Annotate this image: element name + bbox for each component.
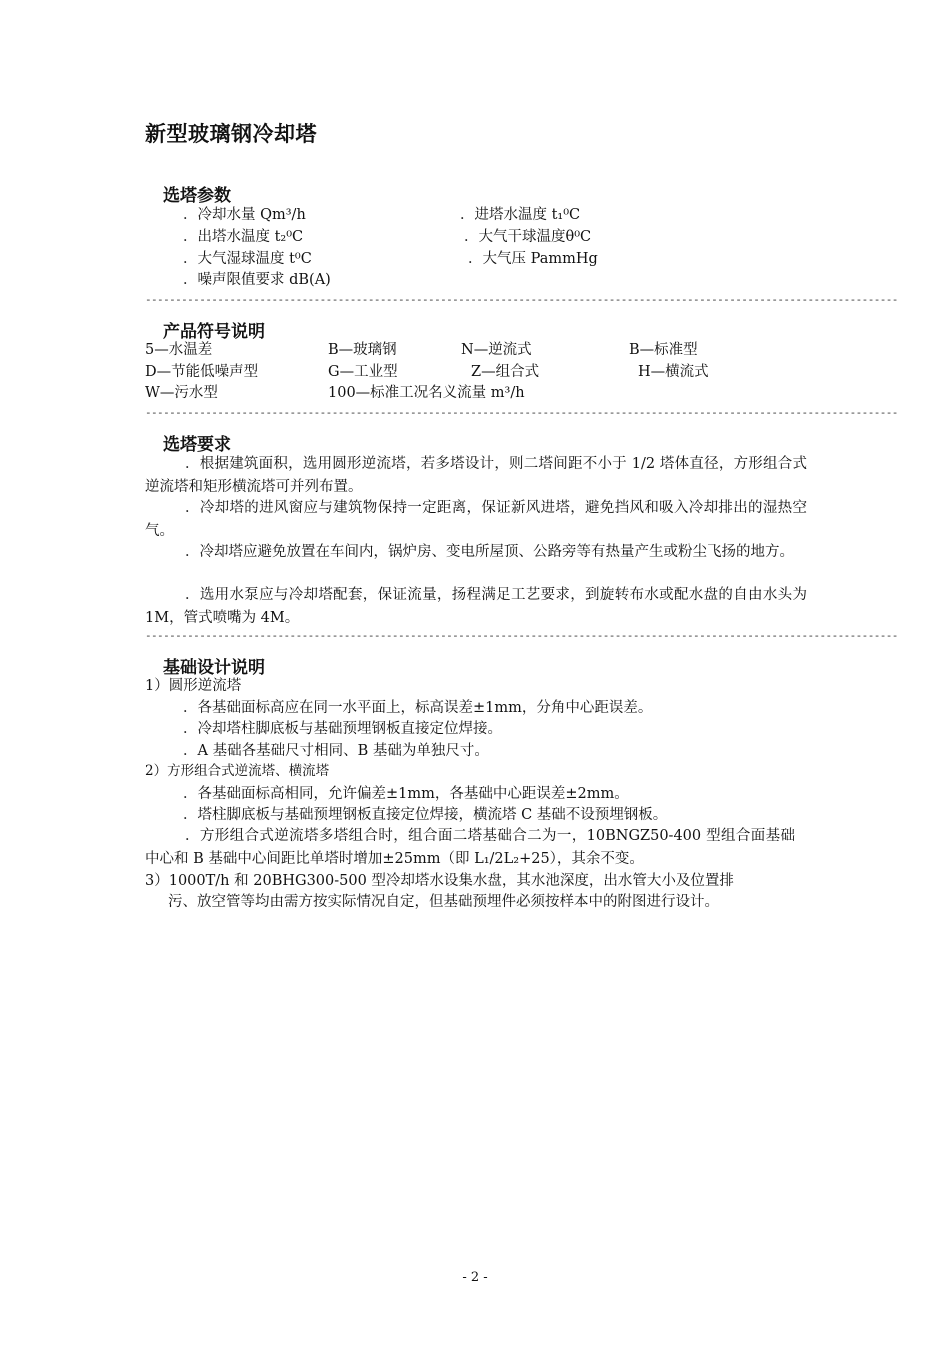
section-heading-requirements: 选塔要求 (163, 435, 231, 455)
foundation-item: ．各基础面标高应在同一水平面上，标高误差±1mm，分角中心距误差。 (183, 700, 653, 716)
page-title: 新型玻璃钢冷却塔 (145, 122, 317, 146)
foundation-paragraph: ．方形组合式逆流塔多塔组合时，组合面二塔基础合二为一，10BNGZ50-400 型组合面基础中心和 B 基础中心间距比单塔时增加±25mm（即 L₁/2L₂+25），其余不变。 (145, 828, 795, 867)
symbol-item: D—节能低噪声型 (145, 364, 259, 380)
symbol-item: 100—标准工况名义流量 m³/h (328, 385, 525, 401)
subheading-square-tower: 2）方形组合式逆流塔、横流塔 (145, 763, 330, 779)
param-item: ．大气压 PammHg (468, 251, 598, 267)
requirement-paragraph: ．根据建筑面积，选用圆形逆流塔，若多塔设计，则二塔间距不小于 1/2 塔体直径，方形组合式逆流塔和矩形横流塔可并列布置。 (145, 456, 807, 495)
foundation-note-line: 3）1000T/h 和 20BHG300-500 型冷却塔水设集水盘，其水池深度，出水管大小及位置排 (145, 873, 734, 889)
page-number: - 2 - (462, 1270, 488, 1285)
subheading-round-tower: 1）圆形逆流塔 (145, 678, 242, 694)
section-heading-foundation: 基础设计说明 (163, 658, 265, 678)
section-heading-symbols: 产品符号说明 (163, 322, 265, 342)
param-item: ．噪声限值要求 dB(A) (183, 272, 331, 288)
foundation-item: ．A 基础各基础尺寸相同、B 基础为单独尺寸。 (183, 743, 489, 759)
symbol-item: G—工业型 (328, 364, 398, 380)
separator-line: ----------------------------------------------------------------------------------------------------------------------------- (145, 406, 898, 419)
symbol-item: W—污水型 (145, 385, 218, 401)
symbol-item: B—标准型 (629, 342, 698, 358)
param-item: ．进塔水温度 t₁⁰C (460, 207, 581, 223)
symbol-item: H—横流式 (638, 364, 709, 380)
requirement-paragraph: ．选用水泵应与冷却塔配套，保证流量，扬程满足工艺要求，到旋转布水或配水盘的自由水头为 1M，管式喷嘴为 4M。 (145, 587, 807, 626)
separator-line: ----------------------------------------------------------------------------------------------------------------------------- (145, 629, 898, 642)
symbol-item: N—逆流式 (461, 342, 532, 358)
foundation-item: ．冷却塔柱脚底板与基础预埋钢板直接定位焊接。 (183, 721, 502, 737)
param-item: ．大气干球温度θ⁰C (464, 229, 592, 245)
requirement-paragraph: ．冷却塔的进风窗应与建筑物保持一定距离，保证新风进塔，避免挡风和吸入冷却排出的湿热空气。 (145, 500, 807, 539)
param-item: ．冷却水量 Qm³/h (183, 207, 306, 223)
foundation-item: ．各基础面标高相同，允许偏差±1mm，各基础中心距误差±2mm。 (183, 786, 629, 802)
requirement-paragraph: ．冷却塔应避免放置在车间内，锅炉房、变电所屋顶、公路旁等有热量产生或粉尘飞扬的地方。 (185, 544, 794, 560)
symbol-item: B—玻璃钢 (328, 342, 397, 358)
foundation-item: ．塔柱脚底板与基础预埋钢板直接定位焊接，横流塔 C 基础不设预埋钢板。 (183, 807, 668, 823)
param-item: ．大气湿球温度 t⁰C (183, 251, 312, 267)
param-item: ．出塔水温度 t₂⁰C (183, 229, 304, 245)
symbol-item: 5—水温差 (145, 342, 213, 358)
section-heading-params: 选塔参数 (163, 186, 231, 206)
symbol-item: Z—组合式 (471, 364, 540, 380)
separator-line: ----------------------------------------------------------------------------------------------------------------------------- (145, 293, 898, 306)
foundation-note-line: 污、放空管等均由需方按实际情况自定，但基础预埋件必须按样本中的附图进行设计。 (168, 894, 719, 910)
